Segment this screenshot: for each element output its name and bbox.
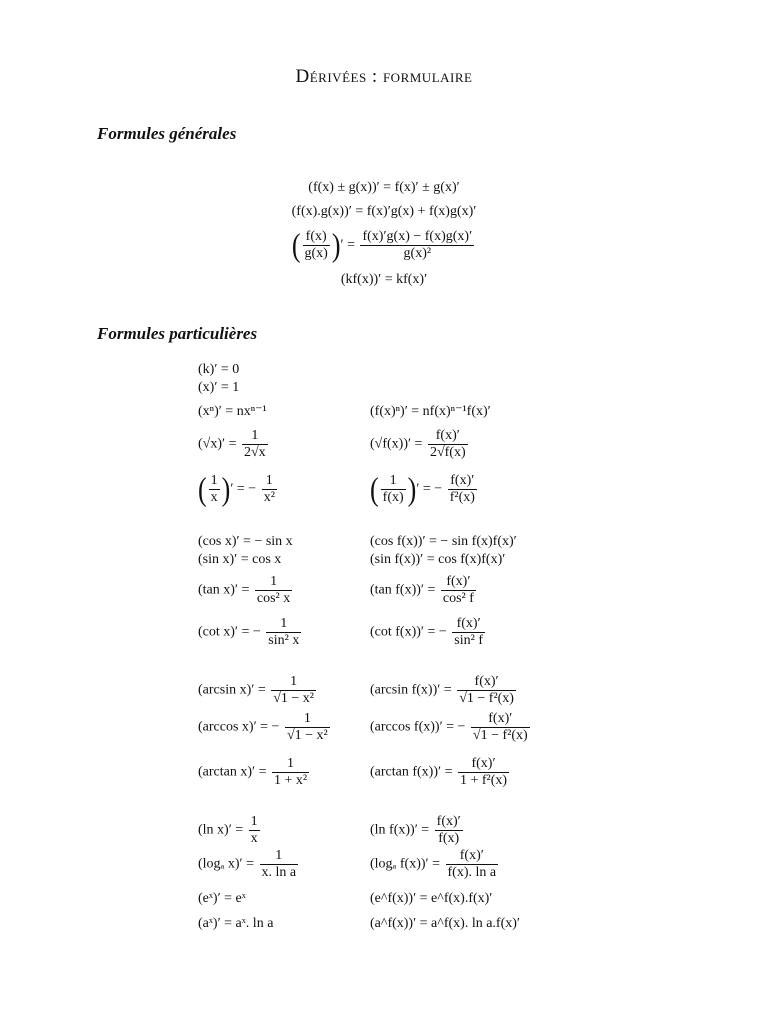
formula-scalar: (kf(x))′ = kf(x)′ — [340, 272, 428, 287]
cot-composite-lhs: (cot f(x))′ = − — [370, 624, 447, 640]
quotient-rhs-numerator: f(x)′g(x) − f(x)g(x)′ — [362, 229, 473, 244]
formula-tan — [198, 574, 294, 607]
arccos-composite-denominator: √1 − f²(x) — [472, 728, 528, 743]
loga-lhs: (logₐ x)′ = — [198, 856, 254, 872]
loga-numerator: 1 — [260, 848, 299, 865]
formula-arctan — [198, 756, 311, 789]
tan-composite-denominator: cos² f — [442, 591, 474, 606]
ln-lhs: (ln x)′ = — [198, 822, 244, 838]
inverse-composite-denominator: f²(x) — [449, 490, 475, 505]
formula-aexp-composite: (a^f(x))′ = a^f(x). ln a.f(x)′ — [370, 916, 520, 931]
formula-inverse: ( $\frac{1}{x}$ )′ = − $\frac{1}{\text{x²}}$ — [198, 470, 275, 507]
formula-cos-composite: (cos f(x))′ = − sin f(x)f(x)′ — [370, 534, 517, 549]
cot-denominator: sin² x — [268, 633, 300, 648]
ln-composite-numerator: f(x)′ — [436, 814, 461, 829]
formula-power: (xⁿ)′ = nxⁿ⁻¹ — [198, 404, 267, 419]
formula-power-composite: (f(x)ⁿ)′ = nf(x)ⁿ⁻¹f(x)′ — [370, 404, 491, 419]
sqrt-lhs: (√x)′ = — [198, 436, 237, 452]
arctan-denominator: 1 + x² — [273, 773, 308, 788]
loga-denominator: x. ln a — [261, 865, 297, 880]
formula-ln — [198, 814, 262, 847]
cot-composite-numerator: f(x)′ — [452, 616, 485, 633]
tan-numerator: 1 — [255, 574, 292, 591]
arccos-lhs: (arccos x)′ = − — [198, 719, 280, 735]
inverse-numerator: 1 — [262, 473, 277, 490]
arctan-composite-denominator: 1 + f²(x) — [459, 773, 508, 788]
formula-cot-composite — [370, 616, 487, 649]
tan-denominator: cos² x — [256, 591, 291, 606]
arctan-composite-lhs: (arctan f(x))′ = — [370, 764, 453, 780]
formula-sqrt-composite — [370, 428, 470, 461]
section-heading-general: Formules générales — [97, 124, 237, 143]
arcsin-numerator: 1 — [271, 674, 316, 691]
arccos-denominator: √1 − x² — [286, 728, 328, 743]
formula-aexp: (aˣ)′ = aˣ. ln a — [198, 916, 274, 931]
ln-composite-denominator: f(x) — [438, 831, 460, 846]
formula-product: (f(x).g(x))′ = f(x)′g(x) + f(x)g(x)′ — [291, 204, 477, 219]
inverse-composite-mid: ′ = − — [416, 481, 443, 497]
inverse-composite-lhs-numerator: 1 — [381, 473, 406, 490]
sqrt-numerator: 1 — [242, 428, 268, 445]
formula-exp: (eˣ)′ = eˣ — [198, 891, 246, 906]
formula-arcsin — [198, 674, 318, 707]
inverse-mid: ′ = − — [230, 481, 257, 497]
arctan-lhs: (arctan x)′ = — [198, 764, 267, 780]
formula-constant: (k)′ = 0 — [198, 362, 240, 377]
ln-numerator: 1 — [250, 814, 258, 829]
ln-composite-lhs: (ln f(x))′ = — [370, 822, 430, 838]
arcsin-lhs: (arcsin x)′ = — [198, 682, 266, 698]
sqrt-composite-lhs: (√f(x))′ = — [370, 436, 423, 452]
loga-composite-numerator: f(x)′ — [446, 848, 499, 865]
formula-arccos — [198, 711, 332, 744]
inverse-lhs-numerator: 1 — [210, 473, 218, 488]
formula-identity: (x)′ = 1 — [198, 380, 240, 395]
page-title: Dérivées : formulaire — [295, 66, 473, 87]
sqrt-composite-numerator: f(x)′ — [428, 428, 468, 445]
quotient-lhs-numerator: f(x) — [303, 229, 330, 246]
cot-numerator: 1 — [266, 616, 301, 633]
formula-loga — [198, 848, 300, 881]
tan-composite-numerator: f(x)′ — [441, 574, 476, 591]
formula-arcsin-composite — [370, 674, 518, 707]
arccos-numerator: 1 — [285, 711, 330, 728]
ln-denominator: x — [250, 831, 258, 846]
inverse-denominator: x² — [263, 490, 275, 505]
sqrt-denominator: 2√x — [243, 445, 266, 460]
tan-composite-lhs: (tan f(x))′ = — [370, 582, 436, 598]
arctan-numerator: 1 — [272, 756, 309, 773]
inverse-lhs-denominator: x — [210, 490, 218, 505]
quotient-lhs-denominator: g(x) — [304, 246, 328, 261]
formula-cos: (cos x)′ = − sin x — [198, 534, 293, 549]
formula-arctan-composite — [370, 756, 511, 789]
section-heading-particular: Formules particulières — [97, 324, 258, 343]
arccos-composite-numerator: f(x)′ — [471, 711, 530, 728]
formula-sum: (f(x) ± g(x))′ = f(x)′ ± g(x)′ — [308, 180, 460, 195]
formula-quotient: ( $\frac{f(x)}{g(x)}$ )′ = $\frac{f(x)'g(x) - f(x)g(x)'}{\text{g(x)²}}$ — [291, 226, 473, 263]
formula-exp-composite: (e^f(x))′ = e^f(x).f(x)′ — [370, 891, 493, 906]
loga-composite-denominator: f(x). ln a — [447, 865, 497, 880]
formula-sqrt — [198, 428, 270, 461]
loga-composite-lhs: (logₐ f(x))′ = — [370, 856, 440, 872]
inverse-composite-lhs-denominator: f(x) — [382, 490, 404, 505]
quotient-prime: ′ = — [340, 237, 355, 253]
formula-tan-composite — [370, 574, 478, 607]
formula-sin: (sin x)′ = cos x — [198, 552, 282, 567]
cot-lhs: (cot x)′ = − — [198, 624, 261, 640]
formula-loga-composite — [370, 848, 500, 881]
quotient-rhs-denominator: g(x)² — [403, 246, 432, 261]
formula-arccos-composite — [370, 711, 532, 744]
arcsin-denominator: √1 − x² — [273, 691, 314, 706]
formula-ln-composite — [370, 814, 465, 847]
arcsin-composite-denominator: √1 − f²(x) — [459, 691, 514, 706]
sqrt-composite-denominator: 2√f(x) — [429, 445, 466, 460]
arccos-composite-lhs: (arccos f(x))′ = − — [370, 719, 466, 735]
cot-composite-denominator: sin² f — [454, 633, 483, 648]
tan-lhs: (tan x)′ = — [198, 582, 250, 598]
arcsin-composite-lhs: (arcsin f(x))′ = — [370, 682, 452, 698]
inverse-composite-numerator: f(x)′ — [448, 473, 477, 490]
formula-sin-composite: (sin f(x))′ = cos f(x)f(x)′ — [370, 552, 506, 567]
formula-inverse-composite: ( $\frac{1}{f(x)}$ )′ = − $\frac{f(x)'}{\text{f²(x)}}$ — [370, 470, 475, 507]
arcsin-composite-numerator: f(x)′ — [457, 674, 516, 691]
arctan-composite-numerator: f(x)′ — [458, 756, 509, 773]
formula-cot — [198, 616, 303, 649]
